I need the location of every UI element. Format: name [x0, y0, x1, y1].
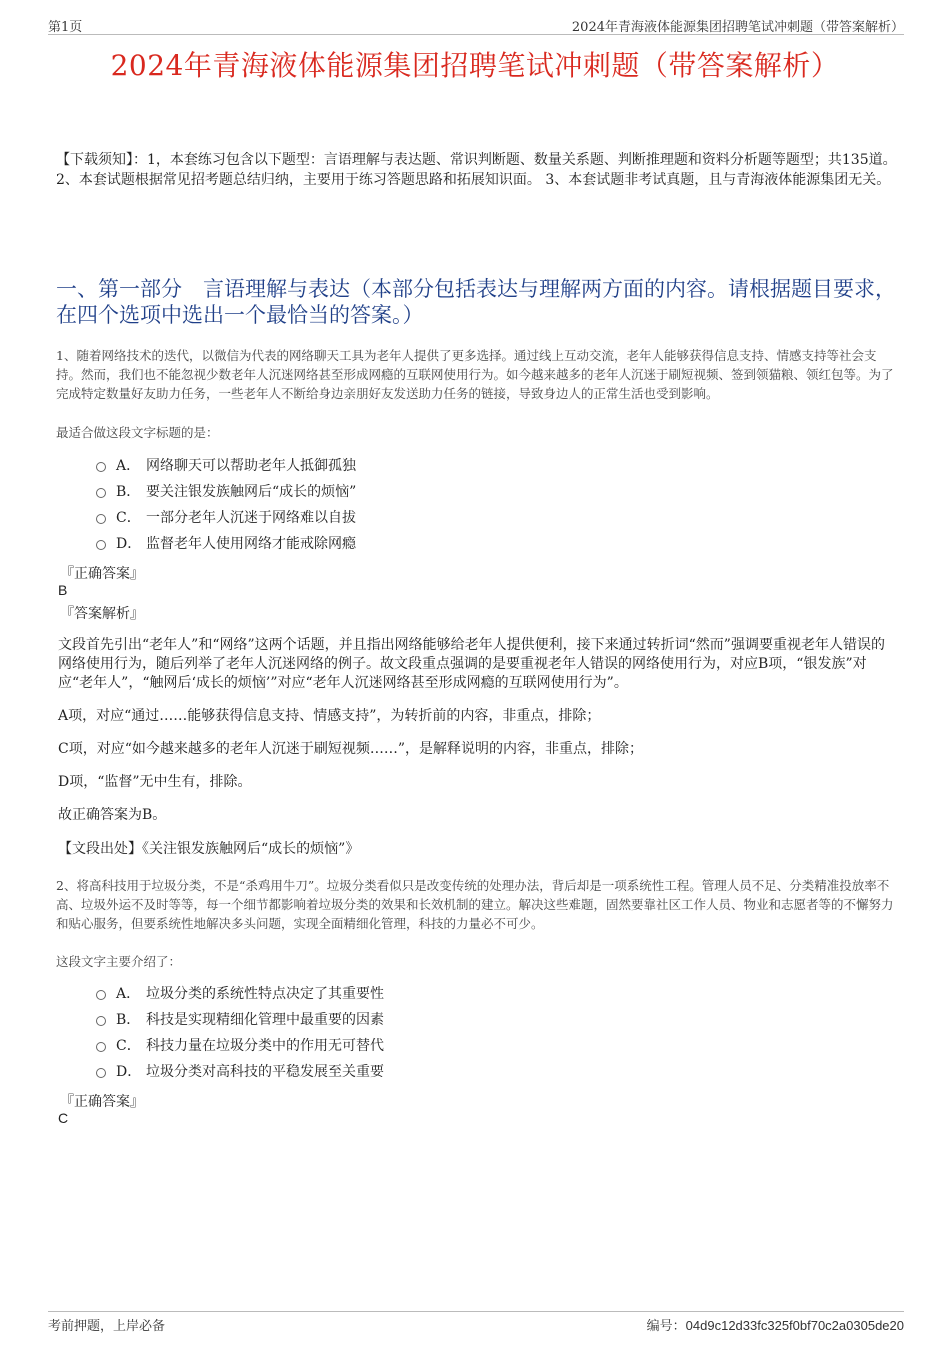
question-2-option-c[interactable]: C． 科技力量在垃圾分类中的作用无可替代 [96, 1036, 384, 1056]
question-2-option-b[interactable]: B． 科技是实现精细化管理中最重要的因素 [96, 1010, 384, 1030]
question-2-option-a[interactable]: A． 垃圾分类的系统性特点决定了其重要性 [96, 984, 384, 1004]
footer-code: 编号：04d9c12d33fc325f0bf70c2a0305de20 [646, 1318, 904, 1334]
radio-icon[interactable] [96, 540, 106, 550]
page-number: 第1页 [48, 20, 83, 35]
question-1-analysis-c: C项，对应“如今越来越多的老年人沉迷于刷短视频……”，是解释说明的内容，非重点，排除； [58, 741, 644, 757]
page-title: 2024年青海液体能源集团招聘笔试冲刺题（带答案解析） [110, 49, 840, 82]
header-doc-title: 2024年青海液体能源集团招聘笔试冲刺题（带答案解析） [571, 20, 904, 35]
question-2-answer: C [58, 1110, 69, 1126]
download-notice: 【下载须知】：1，本套练习包含以下题型：言语理解与表达题、常识判断题、数量关系题、判断推理题和资料分析题等题型；共135道。 2、本套试题根据常见招考题总结归纳，主要用于练习答题思路和拓展知识面。 3、本套试题非考试真题，且与青海液体能源集团无关。 [56, 152, 897, 188]
radio-icon[interactable] [96, 462, 106, 472]
radio-icon[interactable] [96, 1042, 106, 1052]
question-1-source: 【文段出处】《关注银发族触网后“成长的烦恼”》 [58, 841, 360, 857]
page-header [48, 14, 904, 35]
question-1-analysis-main: 文段首先引出“老年人”和“网络”这两个话题，并且指出网络能够给老年人提供便利，接下来通过转折词“然而”强调要重视老年人错误的网络使用行为，随后列举了老年人沉迷网络的例子。故文段重点强调的是要重视老年人错误的网络使用行为，对应B项，“银发族”对应“老年人”，“触网后‘成长的烦恼’”对应“老年人沉迷网络甚至形成网瘾的互联网使用行为”。 [58, 637, 885, 691]
radio-icon[interactable] [96, 514, 106, 524]
section-heading: 一、第一部分 言语理解与表达（本部分包括表达与理解两方面的内容。请根据题目要求，在四个选项中选出一个最恰当的答案。） [56, 277, 896, 327]
question-1-option-a[interactable]: A． 网络聊天可以帮助老年人抵御孤独 [96, 456, 356, 476]
question-1-option-c[interactable]: C． 一部分老年人沉迷于网络难以自拔 [96, 508, 356, 528]
question-1-answer: B [58, 582, 68, 598]
radio-icon[interactable] [96, 990, 106, 1000]
radio-icon[interactable] [96, 488, 106, 498]
question-1-ask: 最适合做这段文字标题的是： [56, 425, 219, 440]
question-2-stem: 2、将高科技用于垃圾分类，不是“杀鸡用牛刀”。垃圾分类看似只是改变传统的处理办法，背后却是一项系统性工程。管理人员不足、分类精准投放率不高、垃圾外运不及时等等，每一个细节都影响着垃圾分类的效果和长效机制的建立。解决这些难题，固然要靠社区工作人员、物业和志愿者等的不懈努力和贴心服务，但要系统性地解决多头问题，实现全面精细化管理，科技的力量必不可少。 [56, 878, 894, 931]
footer-slogan: 考前押题，上岸必备 [48, 1319, 166, 1334]
question-1-option-b[interactable]: B． 要关注银发族触网后“成长的烦恼” [96, 482, 356, 502]
radio-icon[interactable] [96, 1016, 106, 1026]
question-1-option-d[interactable]: D． 监督老年人使用网络才能戒除网瘾 [96, 534, 356, 554]
question-1-analysis-a: A项，对应“通过……能够获得信息支持、情感支持”，为转折前的内容，非重点，排除； [58, 708, 601, 724]
question-2-option-d[interactable]: D． 垃圾分类对高科技的平稳发展至关重要 [96, 1062, 384, 1082]
question-1-analysis-d: D项，“监督”无中生有，排除。 [58, 774, 252, 790]
question-1-stem: 1、随着网络技术的迭代，以微信为代表的网络聊天工具为老年人提供了更多选择。通过线上互动交流，老年人能够获得信息支持、情感支持等社会支持。然而，我们也不能忽视少数老年人沉迷网络甚至形成网瘾的互联网使用行为。如今越来越多的老年人沉迷于刷短视频、签到领猫粮、领红包等。为了完成特定数量好友助力任务，一些老年人不断给身边亲朋好友发送助力任务的链接，导致身边人的正常生活也受到影响。 [56, 348, 894, 401]
question-1-conclusion: 故正确答案为B。 [58, 807, 167, 823]
question-1-analysis-label: 『答案解析』 [60, 606, 144, 622]
question-2-ask: 这段文字主要介绍了： [56, 954, 182, 969]
radio-icon[interactable] [96, 1068, 106, 1078]
page-footer [48, 1311, 904, 1338]
question-2-answer-label: 『正确答案』 [60, 1094, 144, 1110]
question-1-answer-label: 『正确答案』 [60, 566, 144, 582]
